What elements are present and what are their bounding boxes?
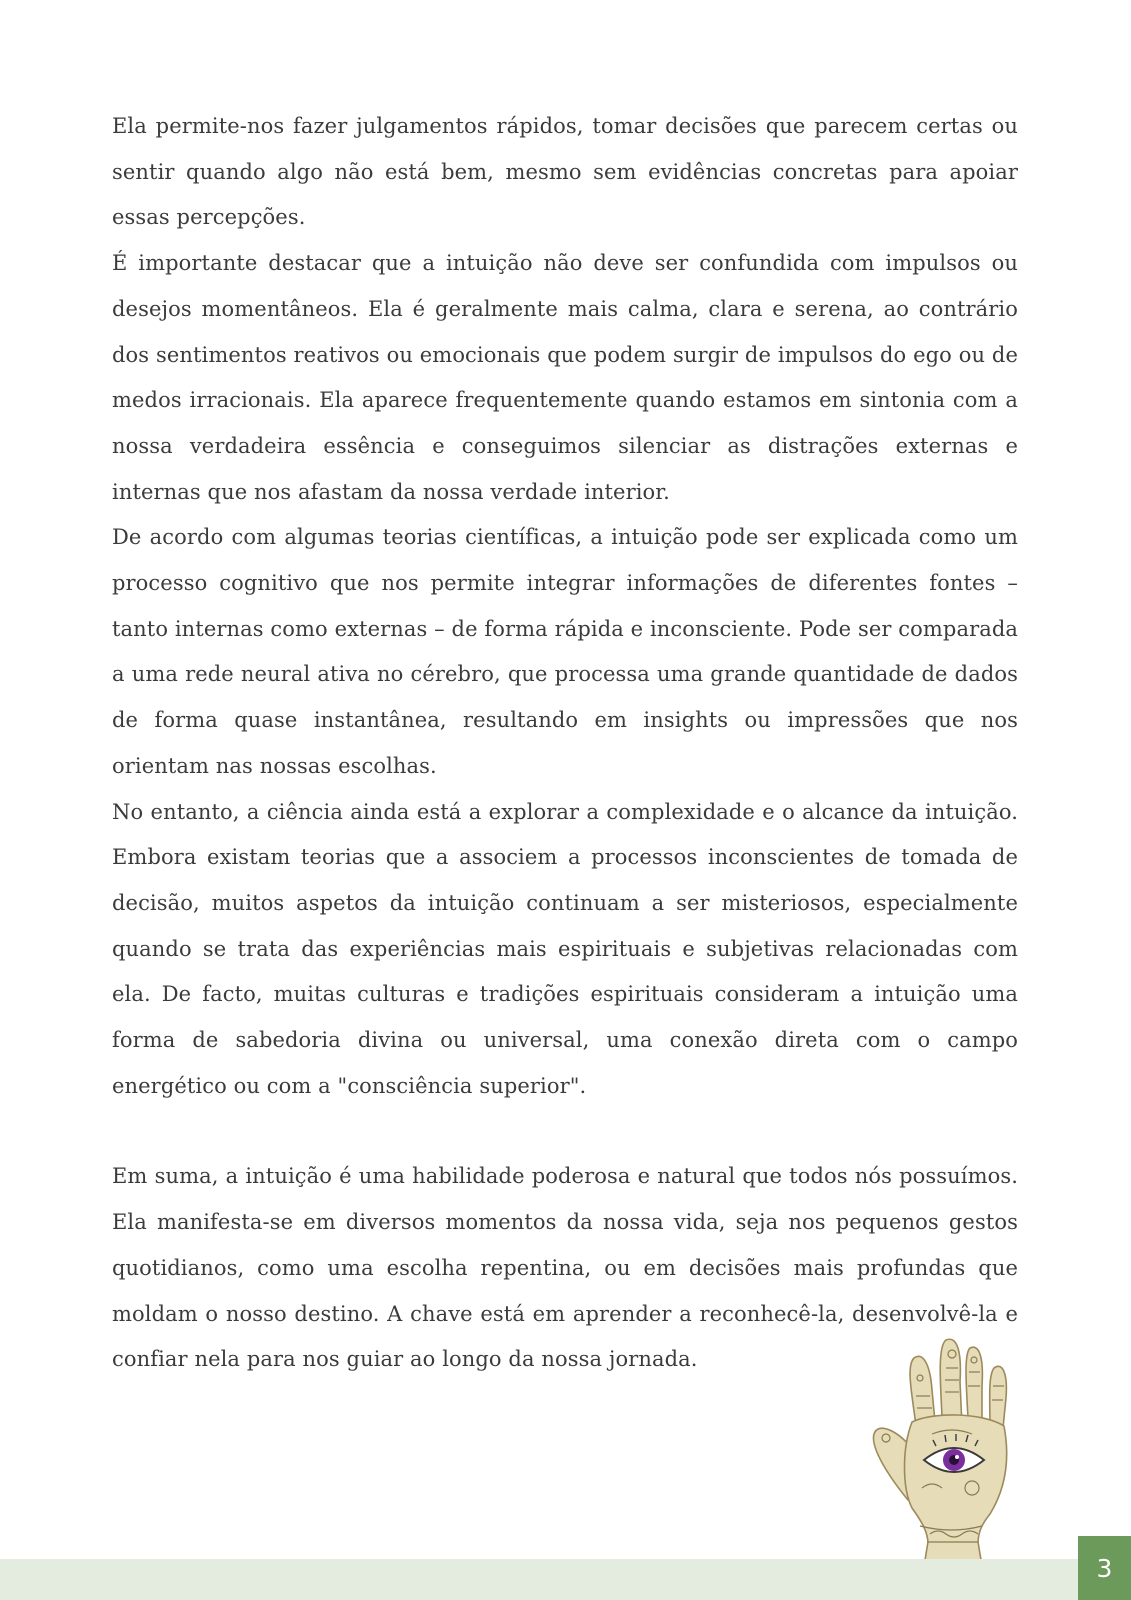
paragraph-4: No entanto, a ciência ainda está a explorar a complexidade e o alcance da intuição. Embora existam teorias que a associem a processos inconscientes de tomada de decisão, muitos aspetos da intuição continuam a ser misteriosos, especialmente quando se trata das experiências mais espirituais e subjetivas relacionadas com ela. De facto, muitas culturas e tradições espirituais consideram a intuição uma forma de sabedoria divina ou universal, uma conexão direta com o campo energético ou com a "consciência superior". <box>112 799 1018 1098</box>
footer-band <box>0 1559 1131 1600</box>
paragraph-3: De acordo com algumas teorias científicas, a intuição pode ser explicada como um processo cognitivo que nos permite integrar informações de diferentes fontes – tanto internas como externas – de forma rápida e inconsciente. Pode ser comparada a uma rede neural ativa no cérebro, que processa uma grande quantidade de dados de forma quase instantânea, resultando em insights ou impressões que nos orientam nas nossas escolhas. <box>112 525 1018 778</box>
paragraph-5: Em suma, a intuição é uma habilidade poderosa e natural que todos nós possuímos. Ela manifesta-se em diversos momentos da nossa vida, seja nos pequenos gestos quotidianos, como uma escolha repentina, ou em decisões mais profundas que moldam o nosso destino. A chave está em aprender a reconhecê-la, desenvolvê-la e confiar nela para nos guiar ao longo da nossa jornada. <box>112 1164 1018 1372</box>
body-text <box>112 104 1018 1383</box>
page-number: 3 <box>1078 1536 1131 1600</box>
palmistry-hand-with-eye-icon <box>872 1338 1032 1570</box>
paragraph-1: Ela permite-nos fazer julgamentos rápidos, tomar decisões que parecem certas ou sentir quando algo não está bem, mesmo sem evidências concretas para apoiar essas percepções. <box>112 114 1018 230</box>
paragraph-2: É importante destacar que a intuição não deve ser confundida com impulsos ou desejos momentâneos. Ela é geralmente mais calma, clara e serena, ao contrário dos sentimentos reativos ou emocionais que podem surgir de impulsos do ego ou de medos irracionais. Ela aparece frequentemente quando estamos em sintonia com a nossa verdadeira essência e conseguimos silenciar as distrações externas e internas que nos afastam da nossa verdade interior. <box>112 251 1018 504</box>
